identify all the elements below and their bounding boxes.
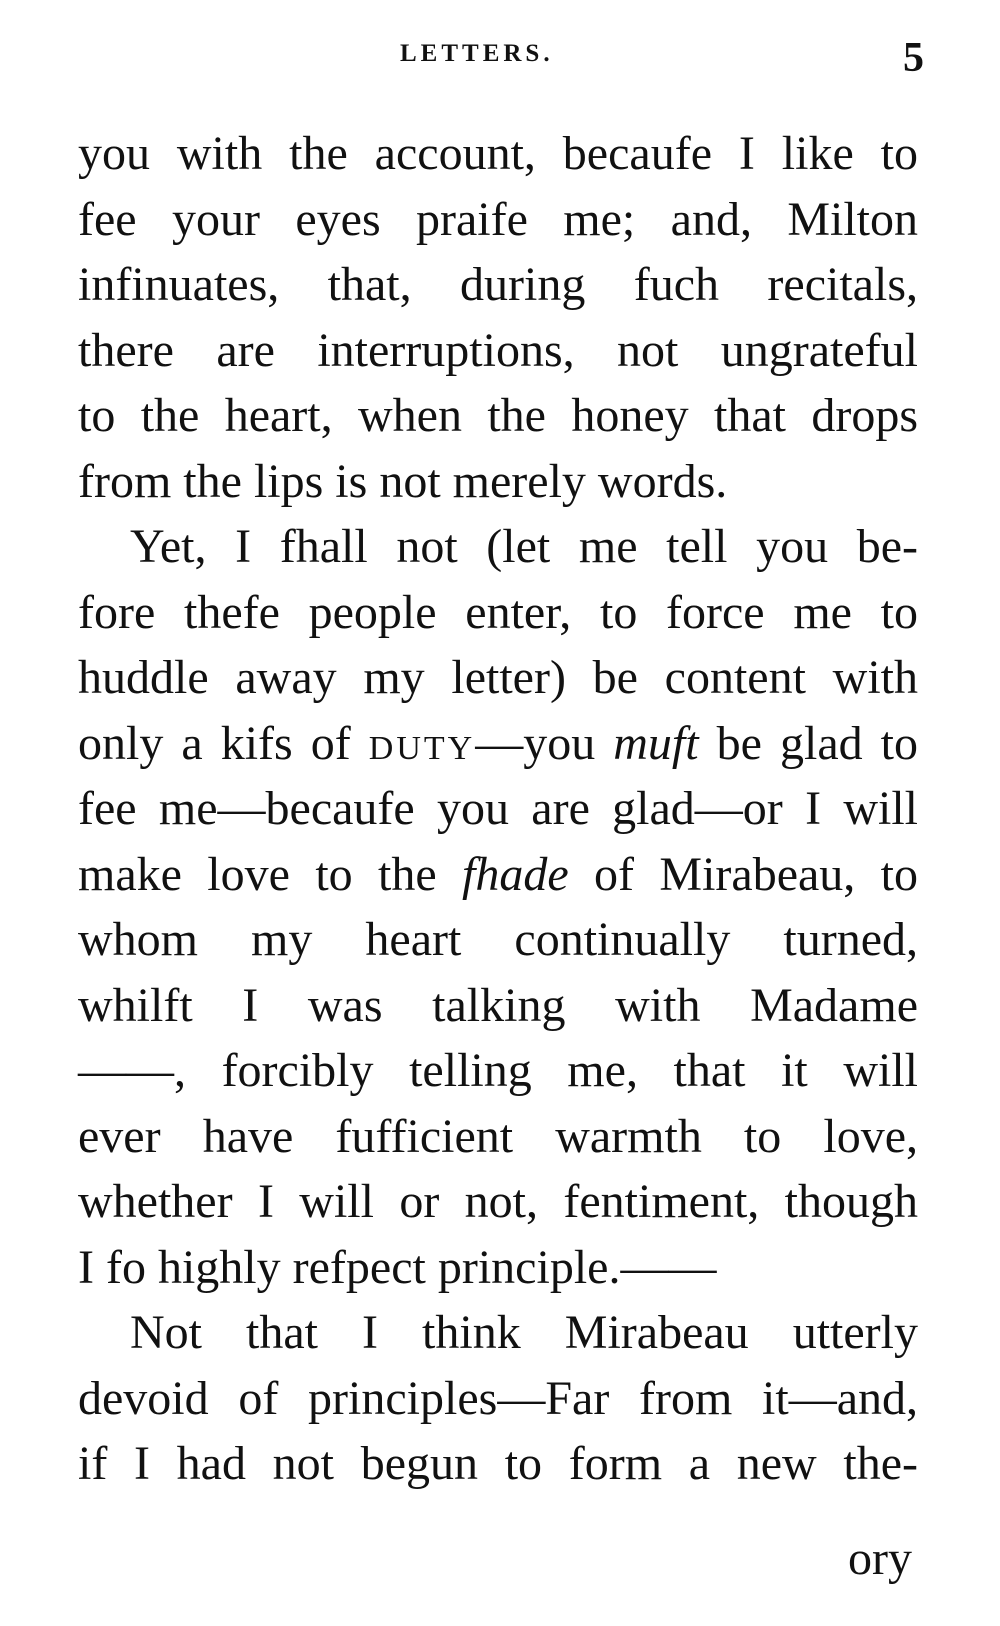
text-line: whether I will or not, fentiment, though xyxy=(78,1175,918,1228)
text-line: if I had not begun to form a new the- xyxy=(78,1437,918,1490)
running-head: LETTERS. xyxy=(400,40,554,67)
text-segment: be glad to xyxy=(698,716,919,770)
text-line: Yet, I fhall not (let me tell you be- xyxy=(130,520,918,573)
text-line: Not that I think Mirabeau utterly xyxy=(130,1306,918,1359)
text-line: ever have fufficient warmth to love, xyxy=(78,1109,918,1163)
paragraph-1 xyxy=(78,121,918,514)
text-line: huddle away my letter) be content with xyxy=(78,651,918,704)
text-line: whom my heart continually turned, xyxy=(78,913,918,966)
text-line: fee me—becaufe you are glad—or I will xyxy=(78,782,918,835)
text-line: infinuates, that, during fuch recitals, xyxy=(78,258,918,311)
text-line: from the lips is not merely words. xyxy=(78,454,728,508)
text-segment: —you xyxy=(475,716,614,770)
text-line: I fo highly refpect principle.—— xyxy=(78,1240,717,1294)
text-line: fee your eyes praife me; and, Milton xyxy=(78,192,918,246)
text-line: ——, forcibly telling me, that it will xyxy=(78,1044,918,1097)
body-text xyxy=(78,121,918,1497)
text-segment: make love to the xyxy=(78,847,463,901)
text-line xyxy=(78,711,918,777)
text-line: whilft I was talking with Madame xyxy=(78,978,918,1032)
small-caps-word: duty xyxy=(368,716,476,770)
paragraph-3 xyxy=(78,1300,918,1497)
text-line: you with the account, becaufe I like to xyxy=(78,127,918,180)
italic-word: fhade xyxy=(462,847,569,901)
text-line xyxy=(78,842,918,908)
text-line: fore thefe people enter, to force me to xyxy=(78,585,918,639)
text-segment: only a kifs of xyxy=(78,716,369,770)
paragraph-2 xyxy=(78,514,918,1300)
text-line: to the heart, when the honey that drops xyxy=(78,389,918,442)
catchword: ory xyxy=(848,1532,912,1585)
text-segment: of Mirabeau, to xyxy=(568,847,919,901)
text-line: there are interruptions, not ungrateful xyxy=(78,323,918,377)
italic-word: muft xyxy=(613,716,699,770)
page-number: 5 xyxy=(903,35,924,81)
text-line: devoid of principles—Far from it—and, xyxy=(78,1371,918,1425)
